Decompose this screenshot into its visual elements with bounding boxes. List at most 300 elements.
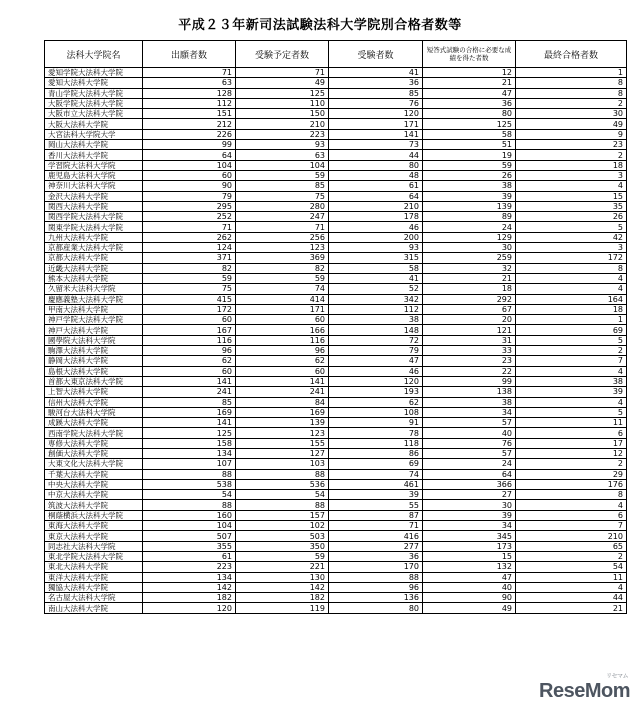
cell-examinees: 96 — [329, 582, 423, 592]
cell-scheduled-examinees: 84 — [236, 397, 329, 407]
header-short-answer-passers: 短答式試験の合格に必要な成績を得た者数 — [423, 41, 516, 68]
cell-final-passers: 29 — [516, 469, 627, 479]
header-scheduled-examinees: 受験予定者数 — [236, 41, 329, 68]
results-table — [44, 40, 627, 614]
cell-scheduled-examinees: 110 — [236, 98, 329, 108]
cell-applicants: 241 — [143, 387, 236, 397]
table-row — [45, 510, 627, 520]
cell-scheduled-examinees: 155 — [236, 438, 329, 448]
cell-short-answer-passers: 259 — [423, 253, 516, 263]
cell-applicants: 142 — [143, 582, 236, 592]
cell-short-answer-passers: 51 — [423, 140, 516, 150]
cell-examinees: 120 — [329, 376, 423, 386]
cell-applicants: 96 — [143, 346, 236, 356]
cell-scheduled-examinees: 59 — [236, 273, 329, 283]
cell-short-answer-passers: 20 — [423, 315, 516, 325]
cell-applicants: 71 — [143, 68, 236, 78]
cell-school-name: 大阪市立大法科大学院 — [45, 109, 143, 119]
cell-examinees: 91 — [329, 418, 423, 428]
table-row — [45, 68, 627, 78]
header-applicants: 出願者数 — [143, 41, 236, 68]
cell-school-name: 愛知学院大法科大学院 — [45, 68, 143, 78]
cell-school-name: 神戸学院大法科大学院 — [45, 315, 143, 325]
cell-applicants: 371 — [143, 253, 236, 263]
cell-applicants: 112 — [143, 98, 236, 108]
table-row — [45, 438, 627, 448]
cell-scheduled-examinees: 210 — [236, 119, 329, 129]
cell-applicants: 60 — [143, 315, 236, 325]
cell-applicants: 128 — [143, 88, 236, 98]
cell-applicants: 85 — [143, 397, 236, 407]
cell-school-name: 駿河台大法科大学院 — [45, 407, 143, 417]
cell-examinees: 38 — [329, 315, 423, 325]
table-row — [45, 490, 627, 500]
cell-short-answer-passers: 39 — [423, 191, 516, 201]
table-row — [45, 531, 627, 541]
cell-scheduled-examinees: 127 — [236, 448, 329, 458]
cell-scheduled-examinees: 536 — [236, 479, 329, 489]
cell-short-answer-passers: 292 — [423, 294, 516, 304]
cell-final-passers: 38 — [516, 376, 627, 386]
table-row — [45, 335, 627, 345]
table-row — [45, 160, 627, 170]
cell-applicants: 262 — [143, 232, 236, 242]
cell-school-name: 関東学院大法科大学院 — [45, 222, 143, 232]
cell-short-answer-passers: 24 — [423, 222, 516, 232]
cell-applicants: 141 — [143, 376, 236, 386]
cell-applicants: 169 — [143, 407, 236, 417]
cell-applicants: 60 — [143, 170, 236, 180]
header-examinees: 受験者数 — [329, 41, 423, 68]
cell-school-name: 甲南大法科大学院 — [45, 304, 143, 314]
cell-school-name: 近畿大法科大学院 — [45, 263, 143, 273]
cell-short-answer-passers: 49 — [423, 603, 516, 613]
resemom-logo — [539, 674, 630, 703]
cell-examinees: 47 — [329, 356, 423, 366]
cell-examinees: 58 — [329, 263, 423, 273]
cell-scheduled-examinees: 75 — [236, 191, 329, 201]
cell-final-passers: 7 — [516, 356, 627, 366]
cell-applicants: 75 — [143, 284, 236, 294]
cell-applicants: 134 — [143, 448, 236, 458]
cell-school-name: 大阪学院大法科大学院 — [45, 98, 143, 108]
cell-applicants: 415 — [143, 294, 236, 304]
cell-short-answer-passers: 345 — [423, 531, 516, 541]
cell-school-name: 東海大法科大学院 — [45, 521, 143, 531]
cell-school-name: 成蹊大法科大学院 — [45, 418, 143, 428]
cell-examinees: 69 — [329, 459, 423, 469]
cell-short-answer-passers: 64 — [423, 469, 516, 479]
cell-applicants: 167 — [143, 325, 236, 335]
cell-school-name: 大阪大法科大学院 — [45, 119, 143, 129]
cell-examinees: 200 — [329, 232, 423, 242]
cell-school-name: 金沢大法科大学院 — [45, 191, 143, 201]
cell-short-answer-passers: 39 — [423, 510, 516, 520]
cell-short-answer-passers: 32 — [423, 263, 516, 273]
cell-applicants: 151 — [143, 109, 236, 119]
cell-examinees: 39 — [329, 490, 423, 500]
cell-applicants: 223 — [143, 562, 236, 572]
table-row — [45, 253, 627, 263]
cell-applicants: 59 — [143, 273, 236, 283]
page-title: 平成２３年新司法試験法科大学院別合格者数等 — [178, 18, 462, 33]
table-header-row — [45, 41, 627, 68]
cell-final-passers: 8 — [516, 78, 627, 88]
cell-examinees: 136 — [329, 593, 423, 603]
cell-short-answer-passers: 99 — [423, 376, 516, 386]
cell-examinees: 72 — [329, 335, 423, 345]
cell-scheduled-examinees: 157 — [236, 510, 329, 520]
cell-scheduled-examinees: 60 — [236, 366, 329, 376]
cell-short-answer-passers: 89 — [423, 212, 516, 222]
table-row — [45, 129, 627, 139]
cell-short-answer-passers: 23 — [423, 356, 516, 366]
cell-final-passers: 2 — [516, 551, 627, 561]
cell-scheduled-examinees: 125 — [236, 88, 329, 98]
cell-short-answer-passers: 26 — [423, 170, 516, 180]
cell-applicants: 99 — [143, 140, 236, 150]
cell-examinees: 41 — [329, 68, 423, 78]
cell-school-name: 同志社大法科大学院 — [45, 541, 143, 551]
table-row — [45, 98, 627, 108]
cell-school-name: 南山大法科大学院 — [45, 603, 143, 613]
cell-school-name: 獨協大法科大学院 — [45, 582, 143, 592]
cell-applicants: 60 — [143, 366, 236, 376]
cell-scheduled-examinees: 60 — [236, 315, 329, 325]
table-row — [45, 448, 627, 458]
table-row — [45, 325, 627, 335]
cell-final-passers: 2 — [516, 150, 627, 160]
cell-applicants: 507 — [143, 531, 236, 541]
cell-school-name: 関西学院大法科大学院 — [45, 212, 143, 222]
cell-examinees: 78 — [329, 428, 423, 438]
cell-final-passers: 6 — [516, 510, 627, 520]
cell-examinees: 46 — [329, 366, 423, 376]
cell-scheduled-examinees: 130 — [236, 572, 329, 582]
cell-scheduled-examinees: 102 — [236, 521, 329, 531]
table-row — [45, 119, 627, 129]
cell-final-passers: 18 — [516, 160, 627, 170]
table-row — [45, 387, 627, 397]
cell-school-name: 静岡大法科大学院 — [45, 356, 143, 366]
cell-scheduled-examinees: 171 — [236, 304, 329, 314]
cell-final-passers: 8 — [516, 88, 627, 98]
cell-school-name: 青山学院大法科大学院 — [45, 88, 143, 98]
table-row — [45, 212, 627, 222]
table-row — [45, 232, 627, 242]
cell-scheduled-examinees: 54 — [236, 490, 329, 500]
table-row — [45, 346, 627, 356]
cell-short-answer-passers: 47 — [423, 88, 516, 98]
cell-examinees: 73 — [329, 140, 423, 150]
cell-examinees: 71 — [329, 521, 423, 531]
cell-examinees: 315 — [329, 253, 423, 263]
cell-examinees: 416 — [329, 531, 423, 541]
cell-scheduled-examinees: 49 — [236, 78, 329, 88]
cell-school-name: 筑波大法科大学院 — [45, 500, 143, 510]
cell-short-answer-passers: 67 — [423, 304, 516, 314]
cell-school-name: 専修大法科大学院 — [45, 438, 143, 448]
cell-applicants: 104 — [143, 160, 236, 170]
cell-short-answer-passers: 76 — [423, 438, 516, 448]
table-row — [45, 78, 627, 88]
cell-short-answer-passers: 34 — [423, 521, 516, 531]
cell-scheduled-examinees: 241 — [236, 387, 329, 397]
cell-final-passers: 5 — [516, 335, 627, 345]
cell-examinees: 62 — [329, 397, 423, 407]
cell-applicants: 64 — [143, 150, 236, 160]
cell-examinees: 277 — [329, 541, 423, 551]
cell-final-passers: 4 — [516, 284, 627, 294]
cell-scheduled-examinees: 71 — [236, 222, 329, 232]
table-row — [45, 593, 627, 603]
cell-examinees: 88 — [329, 572, 423, 582]
cell-examinees: 79 — [329, 346, 423, 356]
table-row — [45, 191, 627, 201]
cell-final-passers: 18 — [516, 304, 627, 314]
cell-applicants: 90 — [143, 181, 236, 191]
cell-school-name: 熊本大法科大学院 — [45, 273, 143, 283]
cell-applicants: 538 — [143, 479, 236, 489]
cell-scheduled-examinees: 166 — [236, 325, 329, 335]
cell-examinees: 171 — [329, 119, 423, 129]
cell-examinees: 52 — [329, 284, 423, 294]
table-row — [45, 397, 627, 407]
cell-school-name: 愛知大法科大学院 — [45, 78, 143, 88]
table-row — [45, 376, 627, 386]
cell-examinees: 120 — [329, 109, 423, 119]
cell-scheduled-examinees: 221 — [236, 562, 329, 572]
cell-short-answer-passers: 57 — [423, 448, 516, 458]
cell-applicants: 124 — [143, 243, 236, 253]
cell-scheduled-examinees: 139 — [236, 418, 329, 428]
table-row — [45, 201, 627, 211]
cell-short-answer-passers: 34 — [423, 407, 516, 417]
cell-examinees: 48 — [329, 170, 423, 180]
table-row — [45, 459, 627, 469]
cell-short-answer-passers: 129 — [423, 232, 516, 242]
cell-school-name: 神戸大法科大学院 — [45, 325, 143, 335]
cell-final-passers: 4 — [516, 397, 627, 407]
cell-examinees: 93 — [329, 243, 423, 253]
cell-scheduled-examinees: 369 — [236, 253, 329, 263]
cell-short-answer-passers: 40 — [423, 582, 516, 592]
cell-scheduled-examinees: 116 — [236, 335, 329, 345]
table-row — [45, 273, 627, 283]
cell-school-name: 桐蔭横浜大法科大学院 — [45, 510, 143, 520]
cell-final-passers: 11 — [516, 572, 627, 582]
table-row — [45, 181, 627, 191]
cell-applicants: 141 — [143, 418, 236, 428]
cell-final-passers: 1 — [516, 68, 627, 78]
table-row — [45, 500, 627, 510]
table-row — [45, 521, 627, 531]
cell-examinees: 210 — [329, 201, 423, 211]
cell-school-name: 東北学院大法科大学院 — [45, 551, 143, 561]
cell-applicants: 158 — [143, 438, 236, 448]
cell-applicants: 61 — [143, 551, 236, 561]
cell-final-passers: 6 — [516, 428, 627, 438]
cell-school-name: 西南学院大法科大学院 — [45, 428, 143, 438]
table-body — [45, 68, 627, 614]
cell-examinees: 46 — [329, 222, 423, 232]
cell-short-answer-passers: 30 — [423, 243, 516, 253]
cell-short-answer-passers: 38 — [423, 181, 516, 191]
cell-short-answer-passers: 15 — [423, 551, 516, 561]
cell-final-passers: 8 — [516, 490, 627, 500]
table-row — [45, 140, 627, 150]
cell-scheduled-examinees: 503 — [236, 531, 329, 541]
cell-scheduled-examinees: 123 — [236, 428, 329, 438]
cell-school-name: 東洋大法科大学院 — [45, 572, 143, 582]
cell-final-passers: 49 — [516, 119, 627, 129]
table-row — [45, 150, 627, 160]
cell-final-passers: 8 — [516, 263, 627, 273]
cell-short-answer-passers: 38 — [423, 397, 516, 407]
header-school-name: 法科大学院名 — [45, 41, 143, 68]
cell-applicants: 54 — [143, 490, 236, 500]
cell-applicants: 104 — [143, 521, 236, 531]
cell-examinees: 85 — [329, 88, 423, 98]
cell-examinees: 342 — [329, 294, 423, 304]
table-row — [45, 356, 627, 366]
cell-school-name: 京都産業大法科大学院 — [45, 243, 143, 253]
cell-examinees: 108 — [329, 407, 423, 417]
cell-final-passers: 4 — [516, 500, 627, 510]
cell-examinees: 36 — [329, 78, 423, 88]
cell-final-passers: 30 — [516, 109, 627, 119]
cell-final-passers: 2 — [516, 346, 627, 356]
table-row — [45, 428, 627, 438]
cell-final-passers: 176 — [516, 479, 627, 489]
cell-school-name: 島根大法科大学院 — [45, 366, 143, 376]
cell-short-answer-passers: 21 — [423, 273, 516, 283]
cell-school-name: 駒澤大法科大学院 — [45, 346, 143, 356]
cell-short-answer-passers: 173 — [423, 541, 516, 551]
cell-short-answer-passers: 36 — [423, 98, 516, 108]
cell-examinees: 118 — [329, 438, 423, 448]
cell-final-passers: 44 — [516, 593, 627, 603]
cell-examinees: 80 — [329, 603, 423, 613]
cell-final-passers: 210 — [516, 531, 627, 541]
cell-final-passers: 65 — [516, 541, 627, 551]
cell-applicants: 88 — [143, 469, 236, 479]
cell-school-name: 首都大東京法科大学院 — [45, 376, 143, 386]
cell-scheduled-examinees: 62 — [236, 356, 329, 366]
cell-short-answer-passers: 27 — [423, 490, 516, 500]
cell-school-name: 創価大法科大学院 — [45, 448, 143, 458]
table-row — [45, 243, 627, 253]
cell-examinees: 178 — [329, 212, 423, 222]
cell-scheduled-examinees: 182 — [236, 593, 329, 603]
table-row — [45, 366, 627, 376]
cell-scheduled-examinees: 103 — [236, 459, 329, 469]
cell-final-passers: 4 — [516, 366, 627, 376]
cell-short-answer-passers: 132 — [423, 562, 516, 572]
cell-short-answer-passers: 47 — [423, 572, 516, 582]
cell-school-name: 東京大法科大学院 — [45, 531, 143, 541]
cell-applicants: 212 — [143, 119, 236, 129]
cell-examinees: 80 — [329, 160, 423, 170]
cell-scheduled-examinees: 85 — [236, 181, 329, 191]
cell-applicants: 71 — [143, 222, 236, 232]
cell-final-passers: 26 — [516, 212, 627, 222]
cell-school-name: 名古屋大法科大学院 — [45, 593, 143, 603]
cell-short-answer-passers: 138 — [423, 387, 516, 397]
cell-applicants: 79 — [143, 191, 236, 201]
cell-scheduled-examinees: 63 — [236, 150, 329, 160]
cell-scheduled-examinees: 119 — [236, 603, 329, 613]
cell-examinees: 461 — [329, 479, 423, 489]
cell-examinees: 61 — [329, 181, 423, 191]
cell-examinees: 36 — [329, 551, 423, 561]
cell-scheduled-examinees: 280 — [236, 201, 329, 211]
cell-short-answer-passers: 33 — [423, 346, 516, 356]
cell-applicants: 62 — [143, 356, 236, 366]
table-row — [45, 562, 627, 572]
cell-scheduled-examinees: 141 — [236, 376, 329, 386]
cell-school-name: 中央大法科大学院 — [45, 479, 143, 489]
cell-short-answer-passers: 19 — [423, 150, 516, 160]
cell-final-passers: 15 — [516, 191, 627, 201]
cell-scheduled-examinees: 123 — [236, 243, 329, 253]
cell-examinees: 74 — [329, 469, 423, 479]
cell-scheduled-examinees: 59 — [236, 170, 329, 180]
cell-final-passers: 5 — [516, 407, 627, 417]
cell-final-passers: 1 — [516, 315, 627, 325]
cell-scheduled-examinees: 256 — [236, 232, 329, 242]
cell-school-name: 学習院大法科大学院 — [45, 160, 143, 170]
cell-short-answer-passers: 40 — [423, 428, 516, 438]
cell-school-name: 大東文化大法科大学院 — [45, 459, 143, 469]
cell-short-answer-passers: 57 — [423, 418, 516, 428]
cell-short-answer-passers: 59 — [423, 160, 516, 170]
cell-scheduled-examinees: 150 — [236, 109, 329, 119]
cell-final-passers: 23 — [516, 140, 627, 150]
cell-final-passers: 42 — [516, 232, 627, 242]
cell-examinees: 148 — [329, 325, 423, 335]
cell-scheduled-examinees: 169 — [236, 407, 329, 417]
table-row — [45, 418, 627, 428]
cell-school-name: 久留米大法科大学院 — [45, 284, 143, 294]
cell-examinees: 86 — [329, 448, 423, 458]
table-row — [45, 284, 627, 294]
table-row — [45, 294, 627, 304]
cell-applicants: 295 — [143, 201, 236, 211]
cell-scheduled-examinees: 93 — [236, 140, 329, 150]
cell-applicants: 160 — [143, 510, 236, 520]
cell-short-answer-passers: 90 — [423, 593, 516, 603]
cell-final-passers: 2 — [516, 459, 627, 469]
cell-final-passers: 9 — [516, 129, 627, 139]
cell-school-name: 関西大法科大学院 — [45, 201, 143, 211]
table-row — [45, 582, 627, 592]
cell-scheduled-examinees: 223 — [236, 129, 329, 139]
cell-school-name: 大宮法科大学院大学 — [45, 129, 143, 139]
cell-school-name: 慶應義塾大法科大学院 — [45, 294, 143, 304]
cell-short-answer-passers: 18 — [423, 284, 516, 294]
cell-scheduled-examinees: 88 — [236, 500, 329, 510]
table-row — [45, 479, 627, 489]
cell-short-answer-passers: 31 — [423, 335, 516, 345]
table-row — [45, 407, 627, 417]
watermark-text: ReseMom — [539, 680, 630, 702]
cell-final-passers: 4 — [516, 273, 627, 283]
cell-applicants: 107 — [143, 459, 236, 469]
cell-final-passers: 3 — [516, 170, 627, 180]
cell-final-passers: 3 — [516, 243, 627, 253]
cell-applicants: 226 — [143, 129, 236, 139]
